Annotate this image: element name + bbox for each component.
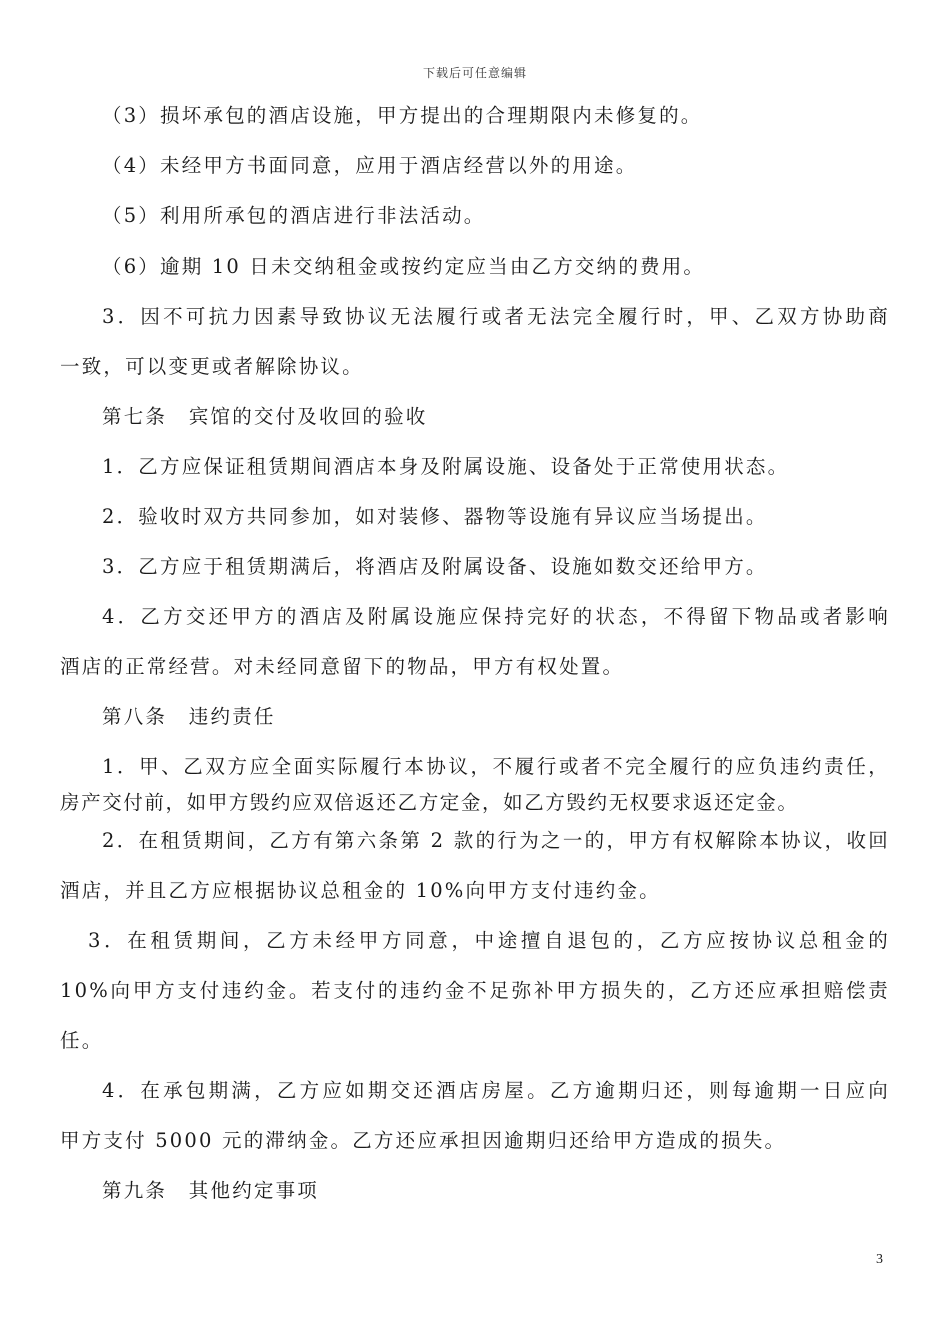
paragraph-line: （3）损坏承包的酒店设施，甲方提出的合理期限内未修复的。 bbox=[102, 104, 703, 127]
section-heading: 第八条 违约责任 bbox=[102, 705, 276, 728]
paragraph-line: （4）未经甲方书面同意，应用于酒店经营以外的用途。 bbox=[102, 154, 638, 177]
paragraph-line: 4．乙方交还甲方的酒店及附属设施应保持完好的状态，不得留下物品或者影响 bbox=[102, 605, 890, 628]
paragraph-line: 1．乙方应保证租赁期间酒店本身及附属设施、设备处于正常使用状态。 bbox=[102, 455, 790, 478]
paragraph-line: 10%向甲方支付违约金。若支付的违约金不足弥补甲方损失的，乙方还应承担赔偿责 bbox=[60, 979, 890, 1002]
section-heading: 第七条 宾馆的交付及收回的验收 bbox=[102, 405, 428, 428]
paragraph-line: 3．因不可抗力因素导致协议无法履行或者无法完全履行时，甲、乙双方协助商 bbox=[102, 305, 890, 328]
paragraph-line: 一致，可以变更或者解除协议。 bbox=[60, 355, 364, 378]
paragraph-line: 房产交付前，如甲方毁约应双倍返还乙方定金，如乙方毁约无权要求返还定金。 bbox=[60, 791, 799, 814]
paragraph-line: 4．在承包期满，乙方应如期交还酒店房屋。乙方逾期归还，则每逾期一日应向 bbox=[102, 1079, 890, 1102]
paragraph-line: 任。 bbox=[60, 1029, 104, 1052]
paragraph-line: 1．甲、乙双方应全面实际履行本协议，不履行或者不完全履行的应负违约责任， bbox=[102, 755, 890, 778]
page-number: 3 bbox=[876, 1252, 883, 1267]
paragraph-line: 甲方支付 5000 元的滞纳金。乙方还应承担因逾期归还给甲方造成的损失。 bbox=[60, 1129, 787, 1152]
paragraph-line: 3．在租赁期间，乙方未经甲方同意，中途擅自退包的，乙方应按协议总租金的 bbox=[88, 929, 890, 952]
paragraph-line: 酒店，并且乙方应根据协议总租金的 10%向甲方支付违约金。 bbox=[60, 879, 661, 902]
paragraph-line: 3．乙方应于租赁期满后，将酒店及附属设备、设施如数交还给甲方。 bbox=[102, 555, 768, 578]
paragraph-line: （5）利用所承包的酒店进行非法活动。 bbox=[102, 204, 486, 227]
page-header: 下载后可任意编辑 bbox=[422, 66, 527, 80]
paragraph-line: 酒店的正常经营。对未经同意留下的物品，甲方有权处置。 bbox=[60, 655, 625, 678]
paragraph-line: 2．在租赁期间，乙方有第六条第 2 款的行为之一的，甲方有权解除本协议，收回 bbox=[102, 829, 890, 852]
paragraph-line: （6）逾期 10 日未交纳租金或按约定应当由乙方交纳的费用。 bbox=[102, 255, 706, 278]
section-heading: 第九条 其他约定事项 bbox=[102, 1179, 320, 1202]
paragraph-line: 2．验收时双方共同参加，如对装修、器物等设施有异议应当场提出。 bbox=[102, 505, 768, 528]
